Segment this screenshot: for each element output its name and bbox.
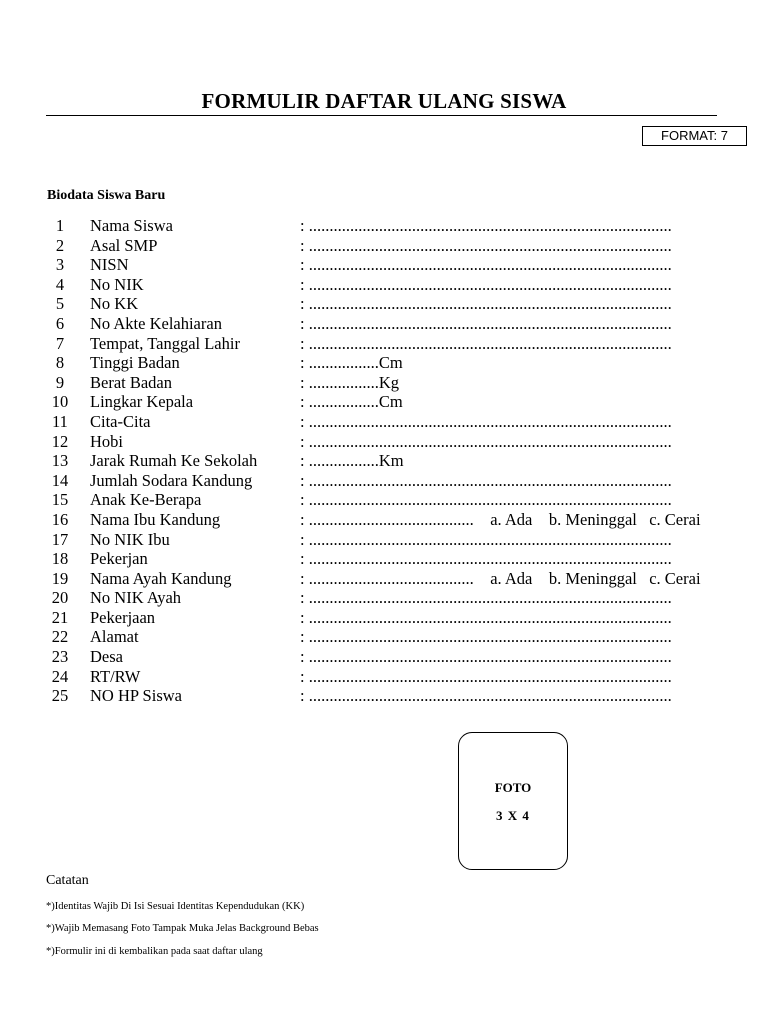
field-fill-line[interactable]: : ........................................................................................ — [300, 294, 672, 314]
form-row — [0, 294, 768, 314]
row-number: 11 — [52, 411, 68, 431]
row-number: 21 — [51, 607, 69, 627]
form-row — [0, 667, 768, 687]
field-fill-line[interactable]: : .................Cm — [300, 392, 403, 412]
form-row — [0, 510, 768, 530]
field-label: NO HP Siswa — [90, 686, 182, 706]
field-label: NISN — [90, 255, 129, 275]
row-number: 13 — [51, 451, 69, 471]
field-label: Nama Siswa — [90, 216, 173, 235]
form-row — [0, 608, 768, 628]
form-row — [0, 412, 768, 432]
field-fill-line[interactable]: : ........................................................................................ — [300, 588, 672, 608]
field-label: Asal SMP — [90, 235, 158, 255]
form-row — [0, 334, 768, 354]
form-row — [0, 373, 768, 393]
field-label: Tinggi Badan — [90, 353, 180, 373]
field-fill-line[interactable]: : ........................................................................................ — [300, 470, 672, 490]
row-number: 19 — [51, 568, 69, 588]
row-number: 25 — [51, 686, 69, 706]
row-number: 23 — [51, 647, 69, 667]
row-number: 8 — [55, 353, 65, 373]
field-fill-line[interactable]: : ........................................................................................ — [300, 274, 672, 294]
notes-title: Catatan — [46, 873, 89, 888]
field-fill-line[interactable]: : .................Km — [300, 451, 404, 471]
field-fill-line[interactable]: : ........................................................................................ — [300, 255, 672, 275]
field-fill-line[interactable]: : .................Cm — [300, 353, 403, 373]
form-row — [0, 490, 768, 510]
form-row — [0, 451, 768, 471]
form-row — [0, 275, 768, 295]
field-fill-line[interactable]: : ........................................................................................ — [300, 490, 672, 510]
field-label: Nama Ayah Kandung — [90, 568, 232, 588]
field-label: Hobi — [90, 431, 123, 451]
field-label: Anak Ke-Berapa — [90, 490, 202, 510]
field-label: No NIK — [90, 274, 144, 294]
field-label: Tempat, Tanggal Lahir — [90, 333, 240, 353]
row-number: 18 — [51, 549, 69, 569]
field-label: No NIK Ibu — [90, 529, 170, 549]
field-label: No Akte Kelahiaran — [90, 313, 222, 333]
field-fill-line[interactable]: : ........................................................................................ — [300, 216, 672, 235]
field-label: Jumlah Sodara Kandung — [90, 470, 253, 490]
field-fill-line[interactable]: : ........................................................................................ — [300, 647, 672, 667]
field-fill-line[interactable]: : ........................................ a. Ada b. Meninggal c. Cerai — [300, 509, 701, 529]
form-row — [0, 471, 768, 491]
photo-label: FOTO — [494, 780, 532, 795]
photo-size-label: 3 X 4 — [496, 808, 530, 823]
field-fill-line[interactable]: : ........................................................................................ — [300, 431, 672, 451]
field-fill-line[interactable]: : ........................................................................................ — [300, 686, 672, 706]
field-fill-line[interactable]: : ........................................................................................ — [300, 607, 672, 627]
field-fill-line[interactable]: : ........................................ a. Ada b. Meninggal c. Cerai — [300, 568, 701, 588]
row-number: 6 — [55, 313, 65, 333]
row-number: 12 — [51, 431, 69, 451]
note-item: *)Formulir ini di kembalikan pada saat daftar ulang — [46, 946, 263, 957]
field-label: Lingkar Kepala — [90, 392, 194, 412]
field-label: RT/RW — [90, 666, 141, 686]
field-label: Alamat — [90, 627, 139, 647]
form-row — [0, 392, 768, 412]
field-label: No KK — [90, 294, 139, 314]
form-row — [0, 549, 768, 569]
field-label: Cita-Cita — [90, 411, 151, 431]
biodata-list — [0, 216, 768, 706]
field-label: Pekerjaan — [90, 607, 156, 627]
row-number: 7 — [55, 333, 65, 353]
field-label: Desa — [90, 647, 123, 667]
field-fill-line[interactable]: : .................Kg — [300, 372, 399, 392]
field-fill-line[interactable]: : ........................................................................................ — [300, 627, 672, 647]
row-number: 4 — [55, 274, 65, 294]
title-underline — [46, 115, 717, 116]
row-number: 22 — [51, 627, 69, 647]
photo-placeholder — [458, 732, 568, 870]
row-number: 1 — [55, 216, 65, 235]
form-row — [0, 353, 768, 373]
form-row — [0, 530, 768, 550]
row-number: 9 — [55, 372, 65, 392]
field-label: Berat Badan — [90, 372, 173, 392]
row-number: 14 — [51, 470, 69, 490]
form-row — [0, 686, 768, 706]
format-badge: FORMAT: 7 — [642, 126, 747, 146]
form-row — [0, 569, 768, 589]
row-number: 10 — [51, 392, 69, 412]
row-number: 17 — [51, 529, 69, 549]
field-fill-line[interactable]: : ........................................................................................ — [300, 333, 672, 353]
field-fill-line[interactable]: : ........................................................................................ — [300, 313, 672, 333]
form-row — [0, 216, 768, 236]
form-row — [0, 647, 768, 667]
field-label: Jarak Rumah Ke Sekolah — [90, 451, 258, 471]
form-row — [0, 255, 768, 275]
row-number: 5 — [55, 294, 65, 314]
row-number: 24 — [51, 666, 69, 686]
field-fill-line[interactable]: : ........................................................................................ — [300, 235, 672, 255]
row-number: 20 — [51, 588, 69, 608]
page-title: FORMULIR DAFTAR ULANG SISWA — [201, 89, 567, 113]
field-label: Pekerjan — [90, 549, 148, 569]
note-item: *)Identitas Wajib Di Isi Sesuai Identitas Kependudukan (KK) — [46, 901, 305, 912]
row-number: 15 — [51, 490, 69, 510]
field-label: Nama Ibu Kandung — [90, 509, 221, 529]
field-fill-line[interactable]: : ........................................................................................ — [300, 549, 672, 569]
form-row — [0, 627, 768, 647]
form-row — [0, 588, 768, 608]
field-label: No NIK Ayah — [90, 588, 182, 608]
row-number: 2 — [55, 235, 65, 255]
form-row — [0, 236, 768, 256]
row-number: 3 — [55, 255, 65, 275]
field-fill-line[interactable]: : ........................................................................................ — [300, 411, 672, 431]
form-row — [0, 314, 768, 334]
field-fill-line[interactable]: : ........................................................................................ — [300, 529, 672, 549]
note-item: *)Wajib Memasang Foto Tampak Muka Jelas Background Bebas — [46, 923, 319, 934]
form-row — [0, 432, 768, 452]
section-title: Biodata Siswa Baru — [47, 188, 166, 203]
row-number: 16 — [51, 509, 69, 529]
field-fill-line[interactable]: : ........................................................................................ — [300, 666, 672, 686]
